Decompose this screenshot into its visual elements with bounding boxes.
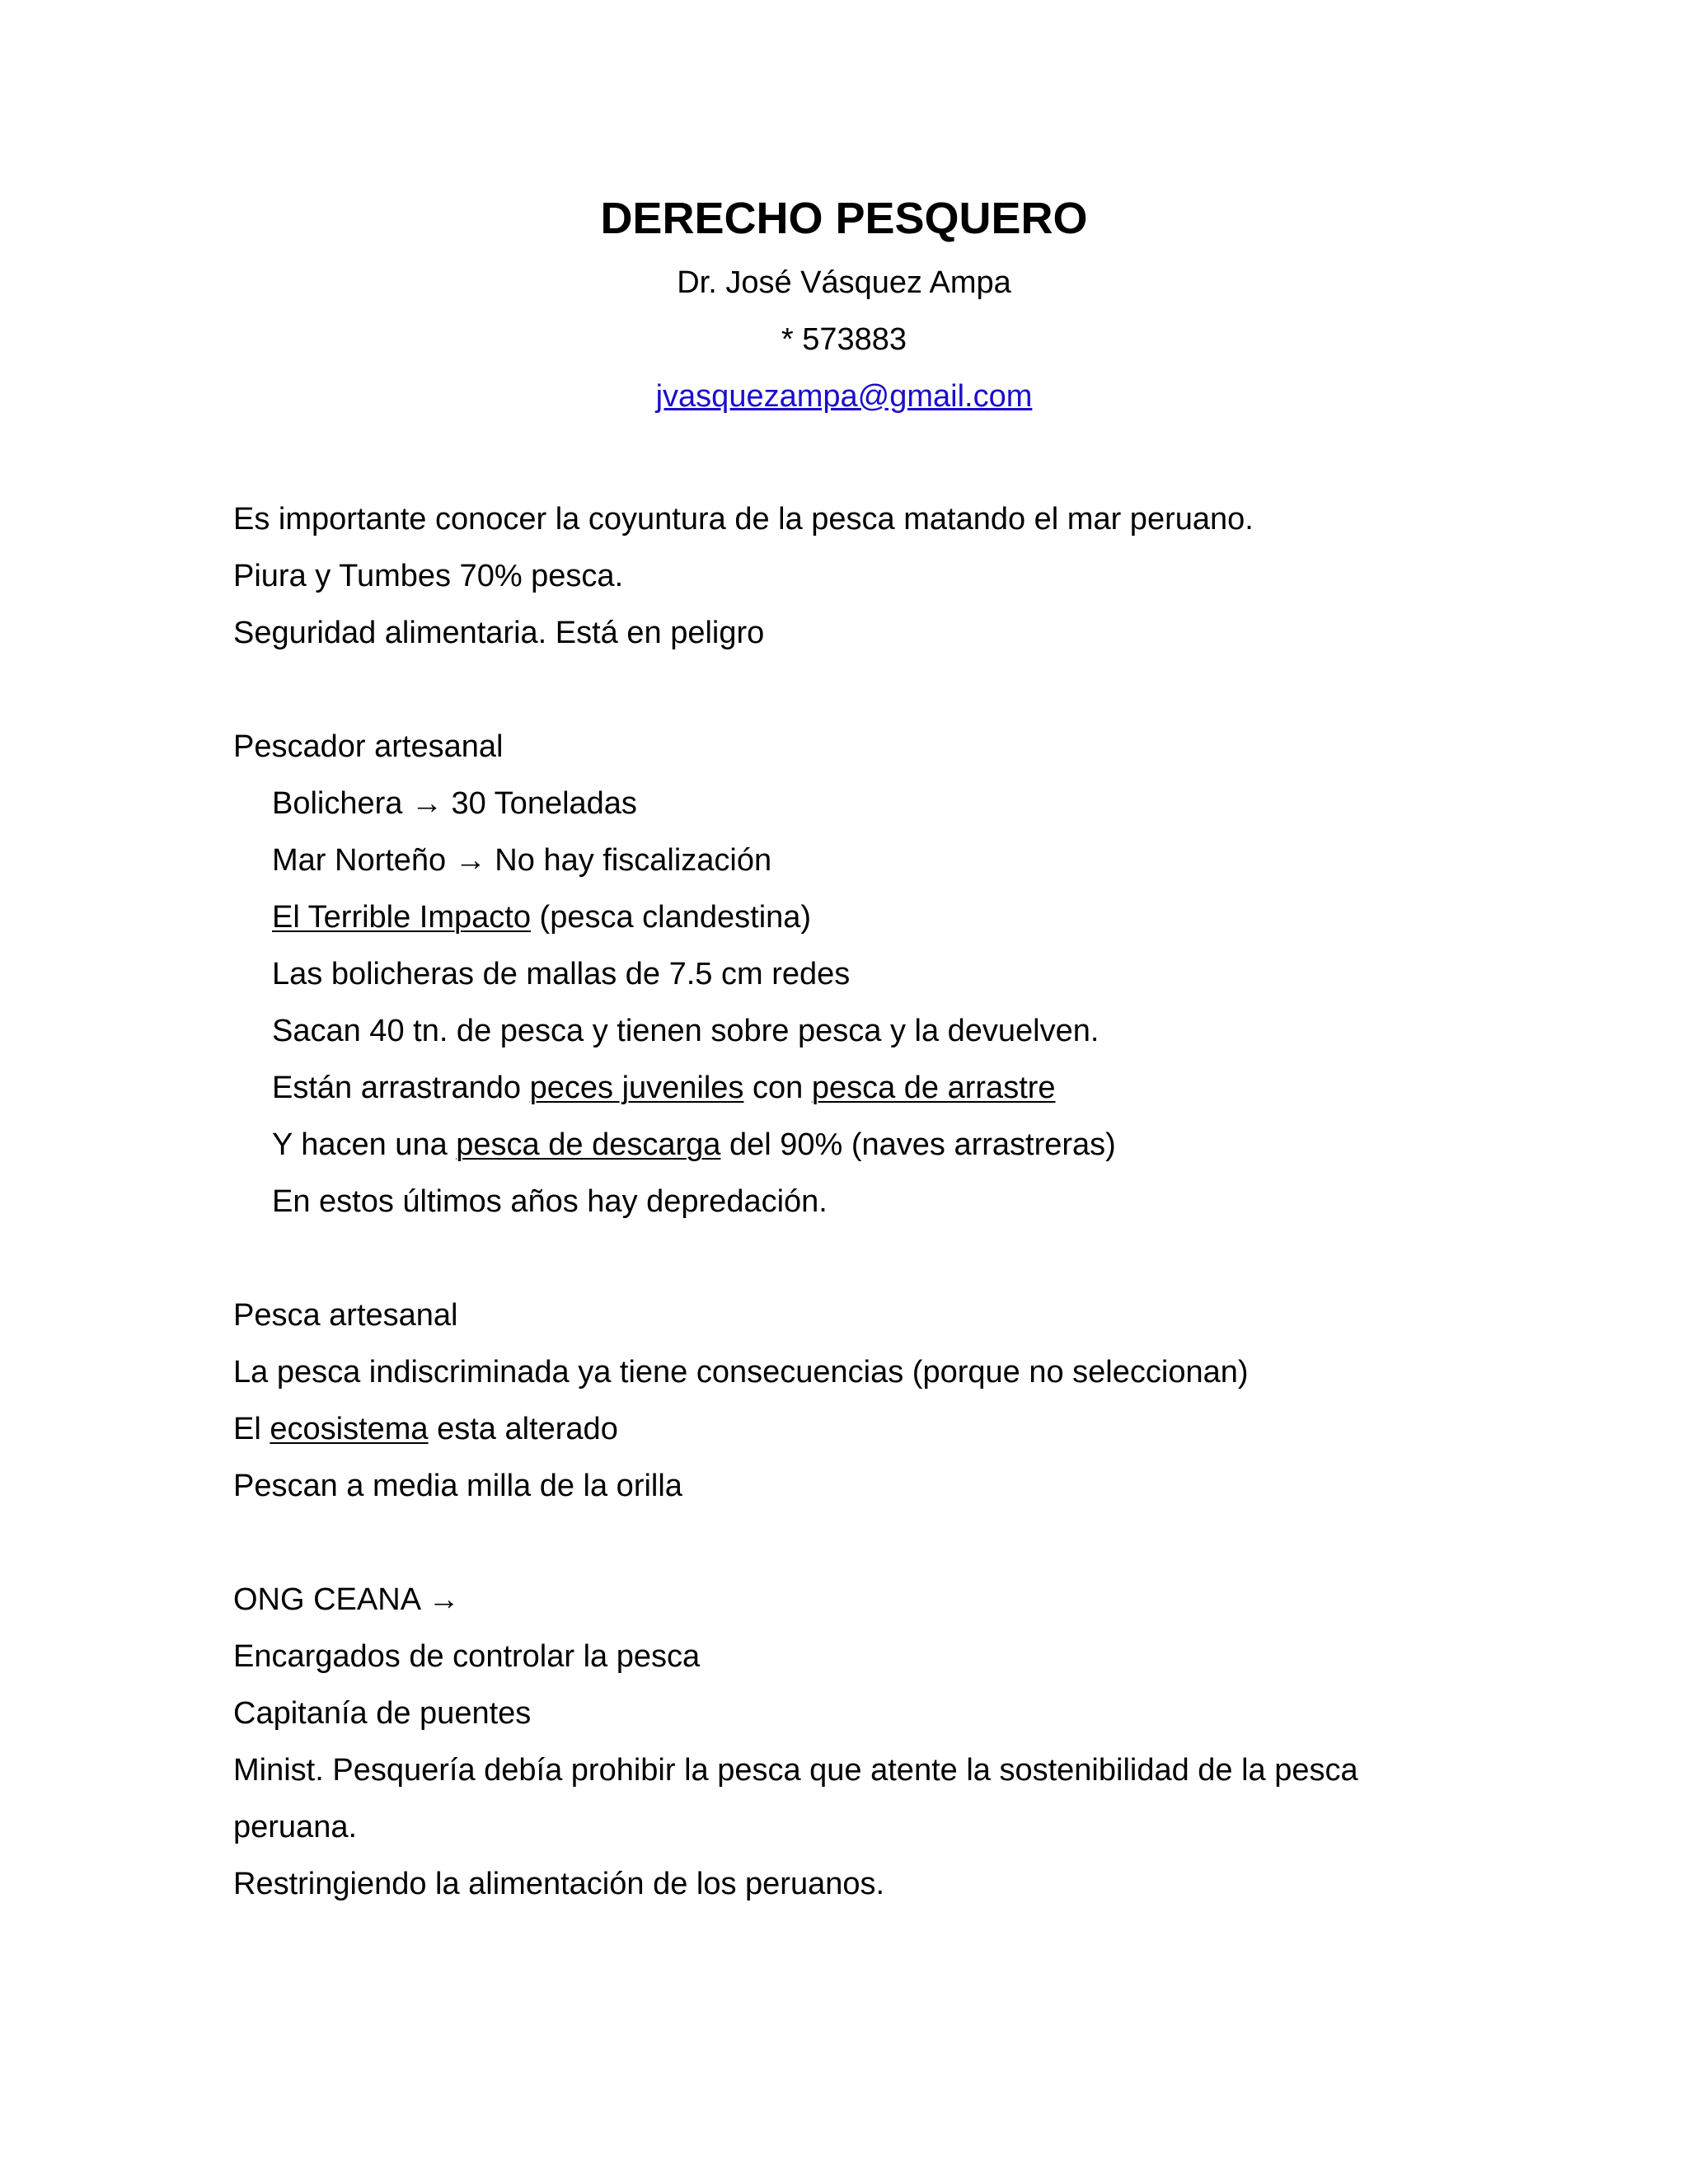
indented-line <box>233 1117 1470 1174</box>
line-text: esta alterado <box>428 1412 618 1446</box>
line-text: del 90% (naves arrastreras) <box>720 1127 1116 1162</box>
underlined-text: pesca de descarga <box>456 1127 721 1162</box>
underlined-text: El Terrible Impacto <box>272 900 531 935</box>
document-body <box>233 491 1470 1913</box>
line-text: Bolichera <box>272 786 411 821</box>
email-line <box>0 376 1688 417</box>
arrow-right-icon: → <box>454 843 486 878</box>
author-name: Dr. José Vásquez Ampa <box>677 265 1011 300</box>
paragraph-line: peruana. <box>233 1810 358 1844</box>
blank-line <box>233 1230 1470 1287</box>
indented-line: Las bolicheras de mallas de 7.5 cm redes <box>272 957 851 991</box>
line-text: Y hacen una <box>272 1127 457 1162</box>
email-link[interactable]: jvasquezampa@gmail.com <box>655 379 1033 414</box>
paragraph-line: Pescan a media milla de la orilla <box>233 1469 682 1503</box>
paragraph-line: Encargados de controlar la pesca <box>233 1639 701 1674</box>
line-text: Mar Norteño <box>272 843 455 878</box>
indented-line: Sacan 40 tn. de pesca y tienen sobre pesca y la devuelven. <box>272 1014 1100 1048</box>
paragraph-line: Seguridad alimentaria. Está en peligro <box>233 616 765 650</box>
indented-line: En estos últimos años hay depredación. <box>272 1184 828 1219</box>
paragraph-line: Minist. Pesquería debía prohibir la pesca que atente la sostenibilidad de la pesca <box>233 1753 1358 1788</box>
paragraph-line: Es importante conocer la coyuntura de la pesca matando el mar peruano. <box>233 502 1254 537</box>
line-text: 30 Toneladas <box>442 786 637 821</box>
indented-line <box>233 889 1470 946</box>
paragraph-line: Capitanía de puentes <box>233 1696 532 1731</box>
underlined-text: ecosistema <box>270 1412 429 1446</box>
underlined-text: peces juveniles <box>529 1071 744 1105</box>
arrow-right-icon: → <box>410 786 443 821</box>
blank-line <box>233 662 1470 719</box>
blank-line <box>233 1515 1470 1572</box>
indented-line <box>233 832 1470 889</box>
line-text: ONG CEANA <box>233 1582 429 1617</box>
indented-line <box>233 1060 1470 1117</box>
line-text: Están arrastrando <box>272 1071 530 1105</box>
paragraph-line: Piura y Tumbes 70% pesca. <box>233 559 624 593</box>
paragraph-line <box>233 1401 1470 1458</box>
phone-number: * 573883 <box>781 322 907 357</box>
indented-line <box>233 776 1470 832</box>
section-heading: Pescador artesanal <box>233 729 504 764</box>
document-header <box>0 190 1688 417</box>
line-text: con <box>743 1071 812 1105</box>
paragraph-line: Restringiendo la alimentación de los peruanos. <box>233 1867 885 1901</box>
paragraph-line <box>233 1572 1470 1629</box>
underlined-text: pesca de arrastre <box>811 1071 1056 1105</box>
line-text: El <box>233 1412 270 1446</box>
paragraph-line: La pesca indiscriminada ya tiene consecuencias (porque no seleccionan) <box>233 1355 1249 1390</box>
document-title: DERECHO PESQUERO <box>600 194 1088 243</box>
section-heading: Pesca artesanal <box>233 1298 458 1333</box>
arrow-right-icon: → <box>428 1582 460 1617</box>
line-text: (pesca clandestina) <box>530 900 812 935</box>
line-text: No hay fiscalización <box>485 843 772 878</box>
